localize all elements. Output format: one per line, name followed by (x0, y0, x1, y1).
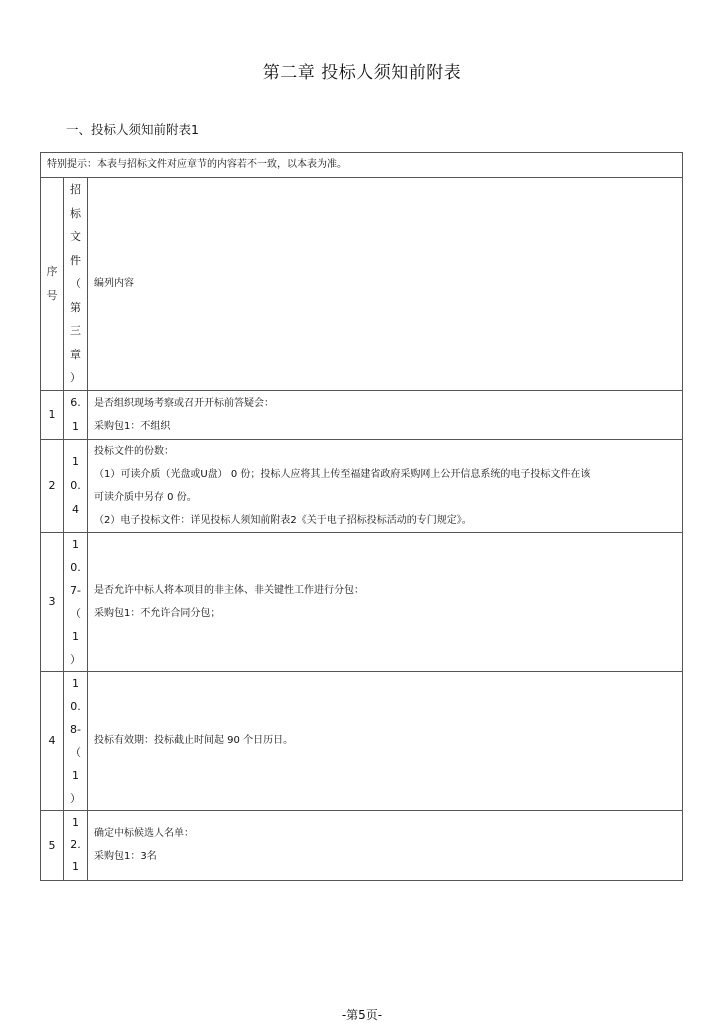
content-line: 是否组织现场考察或召开开标前答疑会： (94, 397, 274, 409)
instructions-table (40, 152, 683, 881)
row-seq: 3 (41, 532, 64, 671)
row-ref (64, 439, 88, 532)
row-ref (64, 671, 88, 810)
ref-char: 1 (72, 860, 79, 873)
content-line: 采购包1：不组织 (94, 420, 171, 432)
header-seq-char: 序 (46, 264, 58, 278)
ref-char: 1 (72, 419, 79, 433)
content-line: 确定中标候选人名单： (94, 828, 194, 839)
table-row (41, 671, 683, 810)
ref-char: 0. (70, 699, 81, 713)
content-line: 是否允许中标人将本项目的非主体、非关键性工作进行分包： (94, 584, 364, 596)
header-ref-char: 第 (70, 300, 81, 314)
ref-char: ） (70, 652, 81, 666)
ref-char: 0. (70, 560, 81, 574)
page-number: -第5页- (341, 1008, 383, 1022)
row-content (88, 390, 683, 439)
header-row (41, 178, 683, 391)
ref-char: 1 (72, 629, 79, 643)
row-content (88, 532, 683, 671)
header-ref-char: 招 (70, 183, 81, 196)
ref-char: 0. (70, 478, 81, 492)
ref-char: 1 (72, 454, 79, 468)
content-line: （2）电子投标文件：详见投标人须知前附表2《关于电子招标投标活动的专门规定》。 (94, 514, 472, 526)
content-line: 采购包1：3名 (94, 851, 157, 862)
row-ref (64, 810, 88, 880)
row-seq: 5 (41, 810, 64, 880)
content-line: 采购包1：不允许合同分包； (94, 607, 221, 619)
row-seq: 4 (41, 671, 64, 810)
section-heading: 一、投标人须知前附表1 (66, 122, 199, 137)
row-content (88, 671, 683, 810)
table-row (41, 439, 683, 532)
ref-char: 2. (70, 838, 81, 851)
content-line: 投标文件的份数： (94, 445, 174, 457)
ref-char: （ (70, 745, 81, 759)
row-content (88, 810, 683, 880)
content-line: （1）可读介质（光盘或U盘） 0 份；投标人应将其上传至福建省政府采购网上公开信息系统的电子投标文件在该 (94, 468, 591, 480)
header-ref-char: 三 (70, 324, 81, 337)
row-seq: 2 (41, 439, 64, 532)
ref-char: 1 (72, 768, 79, 782)
notice-row (41, 153, 683, 178)
row-content (88, 439, 683, 532)
header-ref-char: 章 (70, 347, 81, 361)
row-seq: 1 (41, 390, 64, 439)
header-ref-cell (64, 178, 88, 391)
content-line: 可读介质中另存 0 份。 (94, 491, 197, 503)
ref-char: 1 (72, 816, 79, 829)
header-ref-char: 标 (70, 206, 81, 220)
header-ref-char: 文 (70, 230, 81, 243)
ref-char: 6. (70, 395, 81, 409)
header-ref-char: （ (70, 277, 81, 290)
table-row (41, 390, 683, 439)
ref-char: ） (70, 791, 81, 805)
ref-char: 7- (70, 583, 81, 597)
row-ref (64, 390, 88, 439)
ref-char: 8- (70, 722, 81, 736)
table-row (41, 810, 683, 880)
notice-text: 特别提示：本表与招标文件对应章节的内容若不一致，以本表为准。 (41, 153, 683, 178)
content-line: 投标有效期：投标截止时间起 90 个日历日。 (94, 735, 294, 746)
row-ref (64, 532, 88, 671)
header-ref-char: 件 (70, 253, 81, 267)
ref-char: 1 (72, 676, 79, 690)
header-seq-cell (41, 178, 64, 391)
ref-char: （ (70, 606, 81, 620)
ref-char: 1 (72, 537, 79, 551)
ref-char: 4 (72, 502, 79, 516)
table-row (41, 532, 683, 671)
header-content-cell: 编列内容 (88, 178, 683, 391)
header-ref-char: ） (70, 371, 81, 384)
page-title: 第二章 投标人须知前附表 (262, 63, 462, 83)
header-seq-char: 号 (46, 288, 58, 302)
